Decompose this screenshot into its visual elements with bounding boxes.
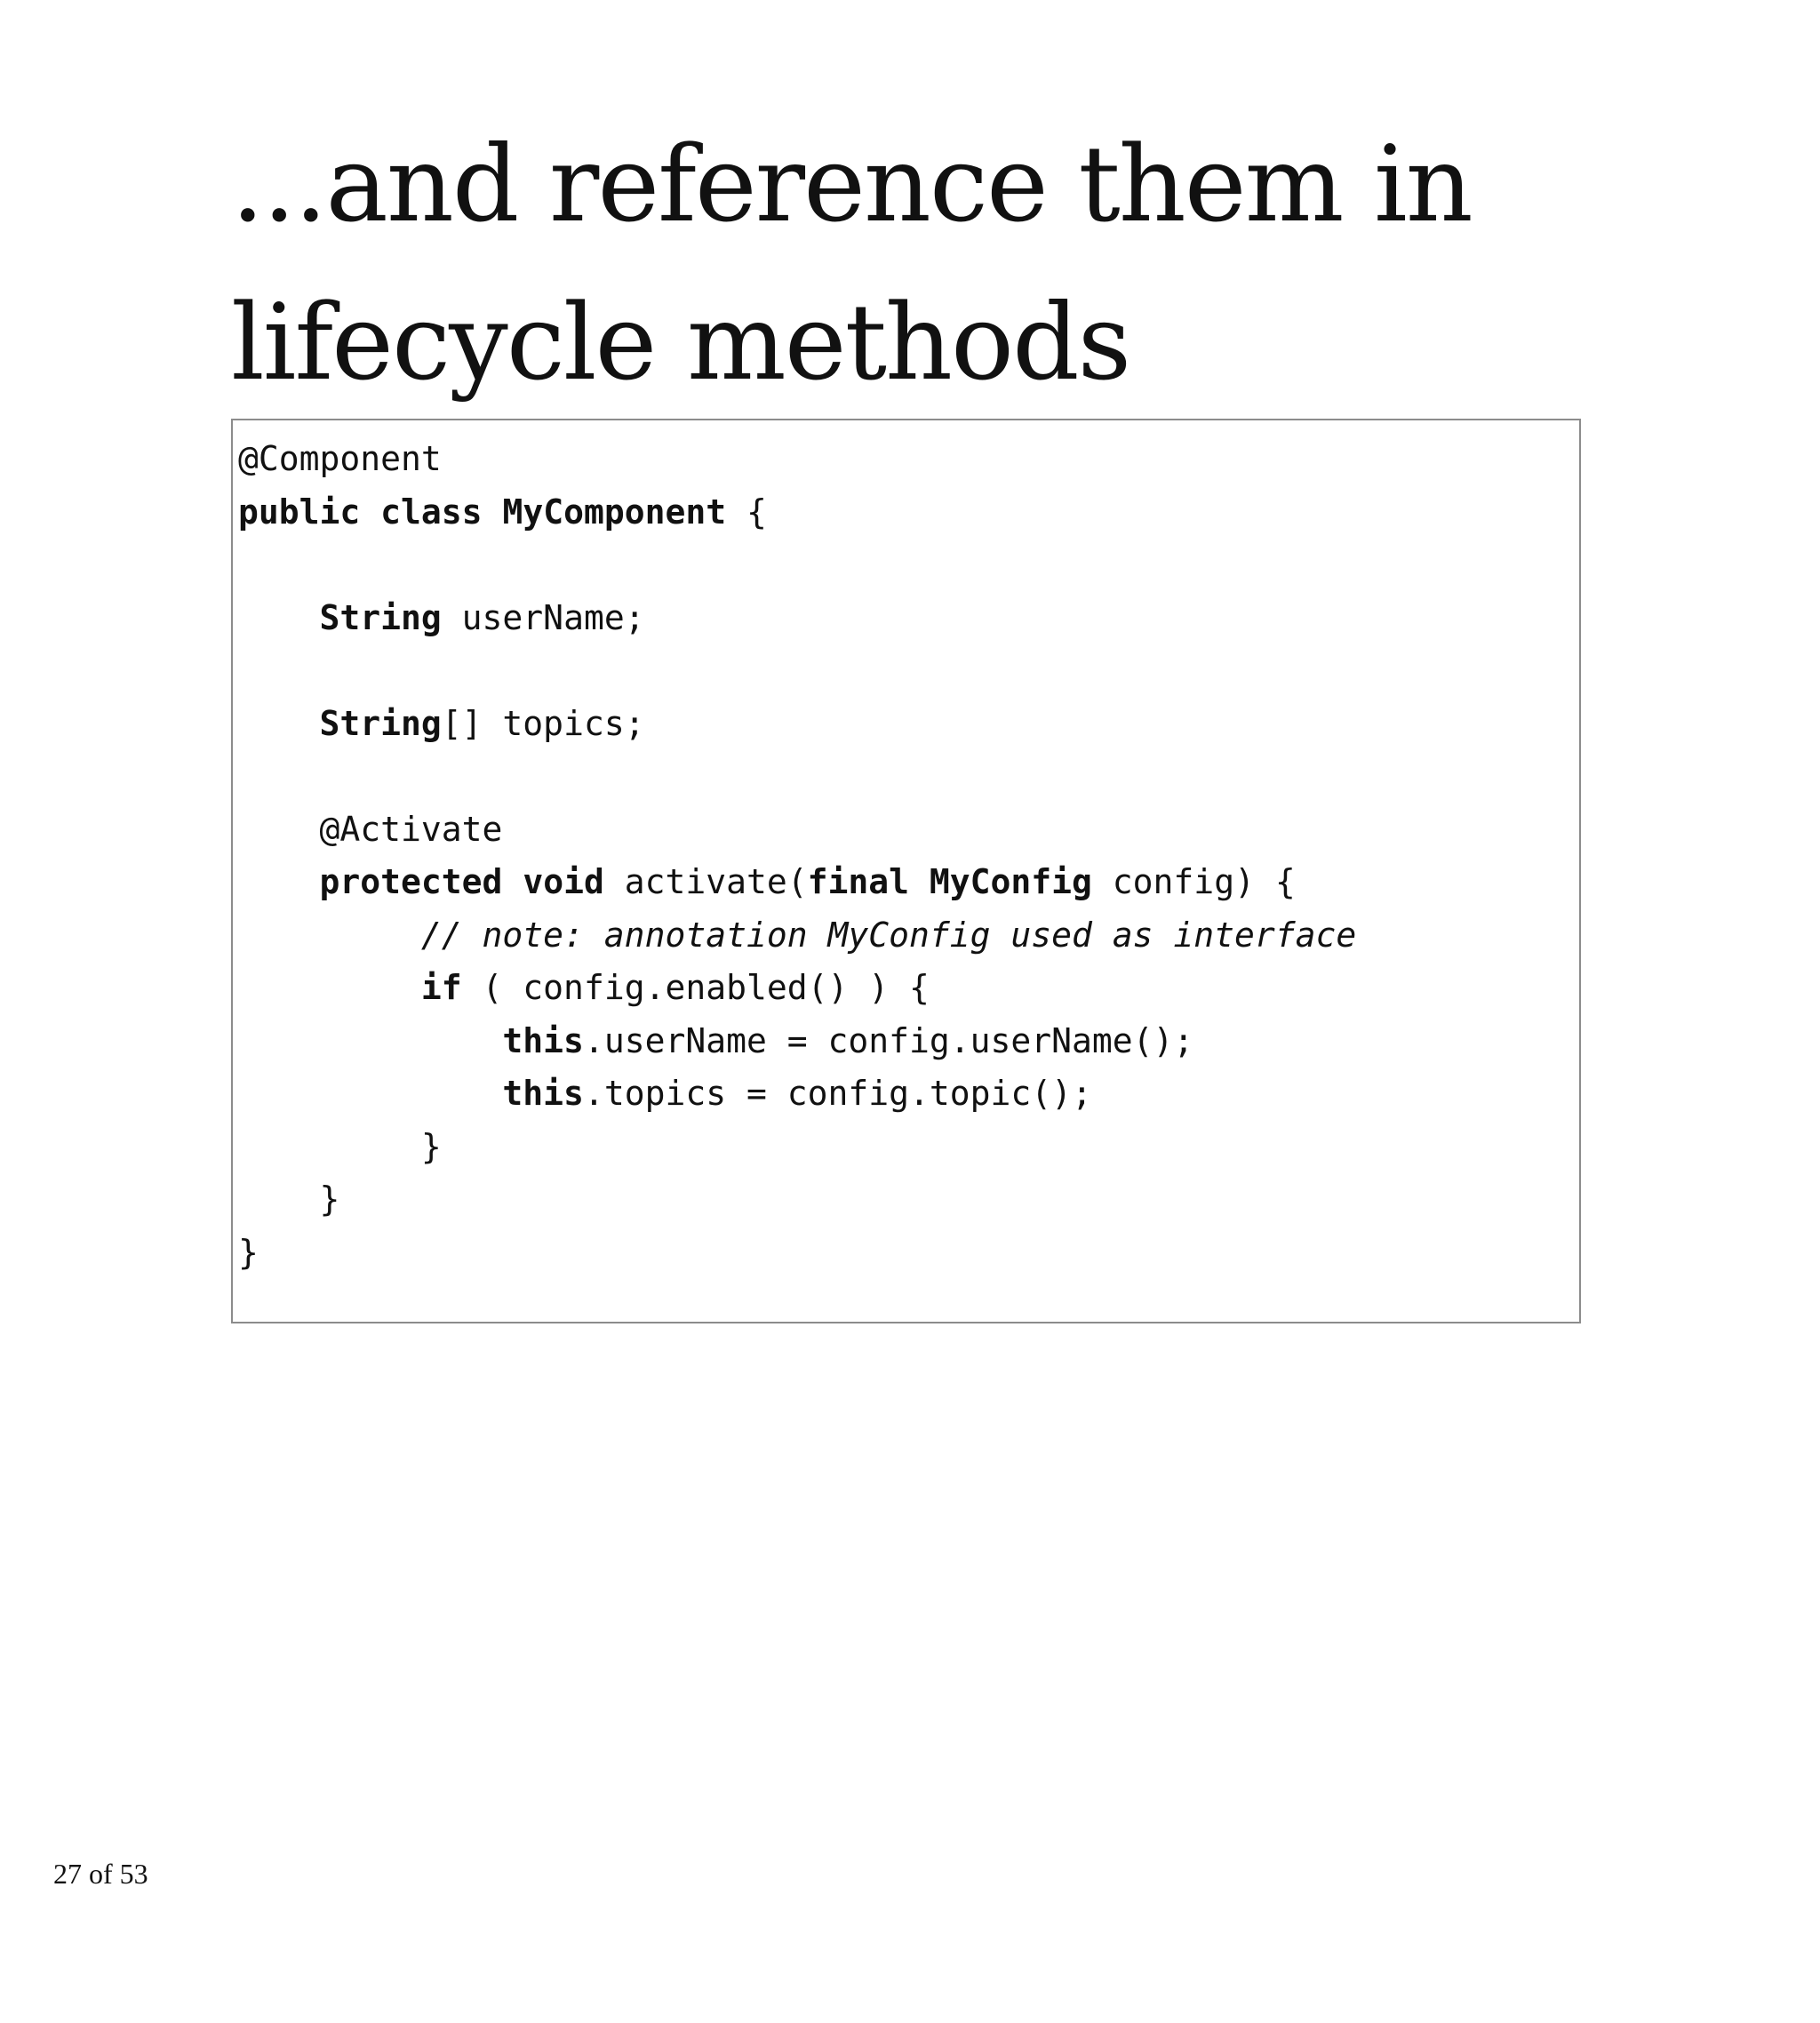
- code-block: [231, 419, 1581, 1323]
- code-line: [238, 1067, 1356, 1121]
- code-line: [238, 909, 1356, 963]
- code-text: [238, 968, 421, 1007]
- code-text: .topics = config.topic();: [583, 1074, 1092, 1113]
- code-line: [238, 962, 1356, 1015]
- code-keyword: class: [380, 492, 483, 532]
- code-line: [238, 644, 1356, 698]
- code-text: [360, 492, 380, 532]
- code-line: [238, 856, 1356, 909]
- code-text: @Activate: [238, 809, 503, 849]
- code-keyword: final: [807, 862, 909, 901]
- code-listing: [238, 433, 1356, 1279]
- code-text: [238, 1074, 502, 1113]
- slide-title: ...and reference them in lifecycle methods: [231, 123, 1472, 404]
- page-counter: 27 of 53: [53, 1858, 148, 1890]
- code-text: config) {: [1091, 862, 1296, 901]
- code-keyword: if: [420, 968, 462, 1007]
- code-keyword: this: [502, 1074, 584, 1113]
- code-text: activate(: [603, 862, 808, 901]
- code-text: [238, 704, 320, 743]
- code-text: @Component: [238, 439, 442, 478]
- code-keyword: String: [319, 703, 442, 743]
- code-line: [238, 486, 1356, 540]
- code-text: [238, 1021, 502, 1060]
- code-line: [238, 698, 1356, 751]
- code-line: [238, 1173, 1356, 1227]
- code-line: [238, 539, 1356, 592]
- code-text: }: [238, 1179, 340, 1219]
- code-text: [909, 862, 930, 901]
- code-text: [238, 916, 421, 955]
- code-keyword: String: [319, 597, 442, 637]
- code-text: }: [238, 1126, 442, 1166]
- code-line: [238, 1015, 1356, 1068]
- code-keyword: protected: [319, 862, 503, 901]
- code-line: [238, 804, 1356, 857]
- code-keyword: void: [523, 862, 604, 901]
- code-text: .userName = config.userName();: [583, 1020, 1194, 1060]
- code-text: [502, 862, 523, 901]
- code-keyword: this: [502, 1020, 584, 1060]
- code-line: [238, 433, 1356, 486]
- code-text: {: [726, 492, 767, 532]
- code-keyword: MyConfig: [929, 862, 1092, 901]
- code-keyword: MyComponent: [502, 492, 727, 532]
- code-line: [238, 1227, 1356, 1280]
- code-line: [238, 592, 1356, 645]
- code-text: }: [238, 1232, 259, 1272]
- code-text: [] topics;: [441, 703, 645, 743]
- code-keyword: public: [238, 492, 361, 532]
- code-text: [238, 598, 320, 637]
- code-line: [238, 1121, 1356, 1174]
- code-text: ( config.enabled() ) {: [461, 968, 930, 1007]
- code-text: [238, 862, 320, 901]
- code-comment: // note: annotation MyConfig used as interface: [420, 915, 1357, 955]
- code-line: [238, 750, 1356, 804]
- code-text: userName;: [441, 597, 645, 637]
- code-text: [483, 492, 503, 532]
